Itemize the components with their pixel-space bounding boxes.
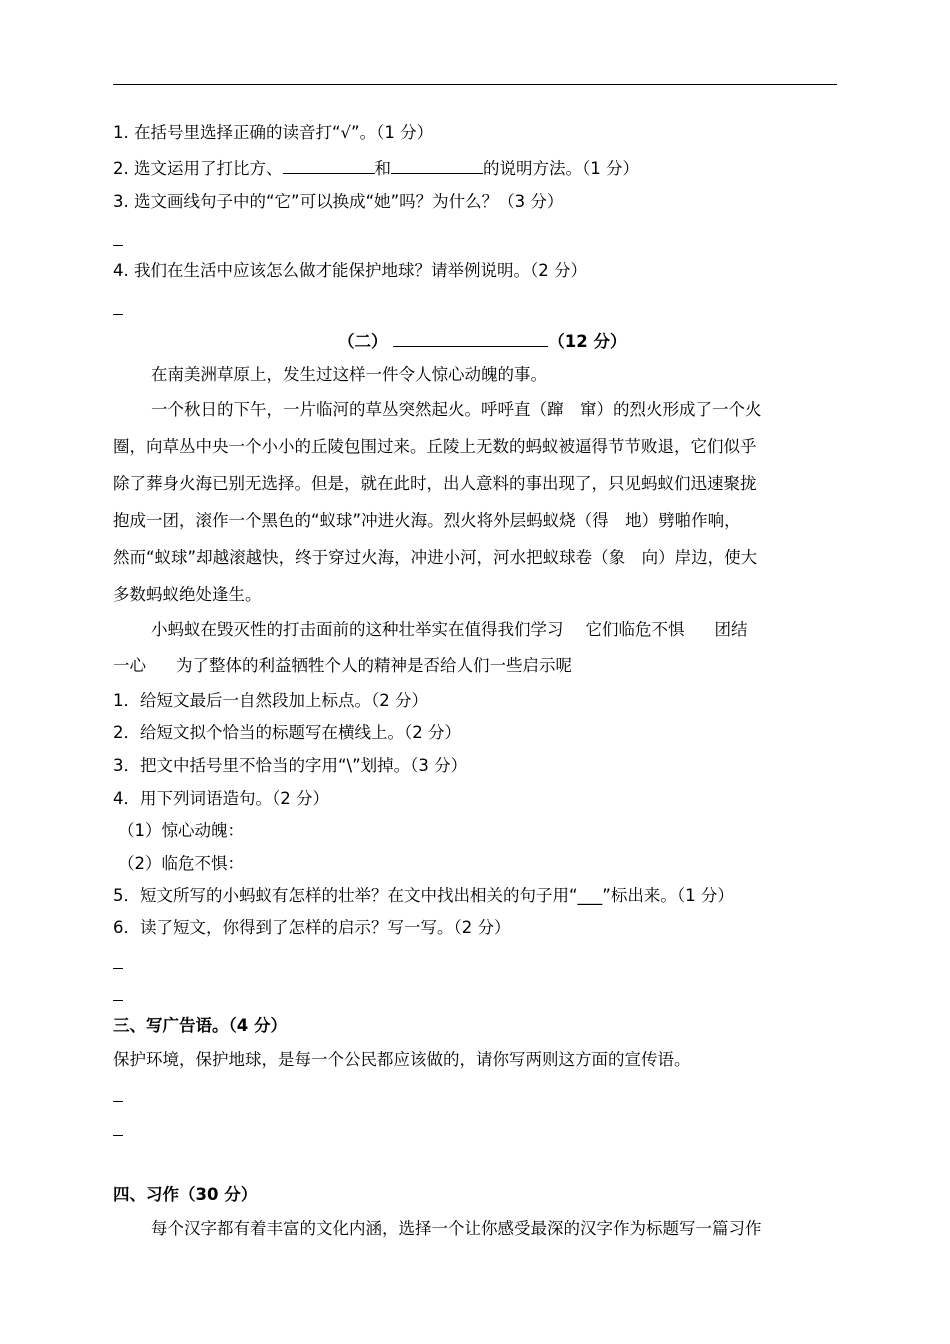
answer-line[interactable] [113, 1135, 123, 1136]
question-1-2: 2. 选文运用了打比方、 和 的说明方法。（1 分） [113, 159, 639, 178]
section-3-text: 保护环境，保护地球，是每一个公民都应该做的，请你写两则这方面的宣传语。 [113, 1050, 691, 1069]
passage-line: 圈，向草丛中央一个小小的丘陵包围过来。丘陵上无数的蚂蚁被逼得节节败退，它们似乎 [113, 437, 757, 456]
section-3-title: 三、写广告语。（4 分） [113, 1016, 287, 1035]
passage-line: 抱成一团，滚作一个黑色的“蚁球”冲进火海。烈火将外层蚂蚁烧（得 地）劈啪作响， [113, 511, 741, 530]
answer-line[interactable] [113, 968, 123, 969]
passage-paragraph-3: 小蚂蚁在毁灭性的打击面前的这种壮举实在值得我们学习 它们临危不惧 团结 [151, 620, 748, 639]
question-2-4-2: （2）临危不惧： [118, 854, 244, 873]
answer-line[interactable] [113, 1101, 123, 1102]
question-2-4: 4．用下列词语造句。（2 分） [113, 789, 329, 808]
question-1-3: 3. 选文画线句子中的“它”可以换成“她”吗？为什么？（3 分） [113, 192, 564, 211]
passage-line: 多数蚂蚁绝处逢生。 [113, 585, 262, 604]
answer-line[interactable] [113, 1000, 123, 1001]
question-2-4-1: （1）惊心动魄： [118, 821, 244, 840]
title-blank[interactable] [393, 330, 548, 347]
header-rule [113, 84, 837, 85]
question-1-1: 1. 在括号里选择正确的读音打“√”。（1 分） [113, 123, 434, 142]
question-2-6: 6．读了短文，你得到了怎样的启示？写一写。（2 分） [113, 918, 511, 937]
question-1-4: 4. 我们在生活中应该怎么做才能保护地球？请举例说明。（2 分） [113, 261, 587, 280]
answer-blank[interactable] [391, 157, 483, 174]
passage-line: 一个秋日的下午，一片临河的草丛突然起火。呼呼直（蹿 窜）的烈火形成了一个火 [151, 400, 762, 419]
section-4-title: 四、习作（30 分） [113, 1185, 258, 1204]
answer-line[interactable] [113, 245, 123, 246]
question-2-1: 1．给短文最后一自然段加上标点。（2 分） [113, 691, 428, 710]
passage-line: 然而“蚁球”却越滚越快，终于穿过火海，冲进小河，河水把蚁球卷（象 向）岸边，使大 [113, 548, 758, 567]
section-4-text: 每个汉字都有着丰富的文化内涵，选择一个让你感受最深的汉字作为标题写一篇习作 [151, 1219, 762, 1238]
answer-line[interactable] [113, 314, 123, 315]
question-2-5: 5．短文所写的小蚂蚁有怎样的壮举？在文中找出相关的句子用“___”标出来。（1 分） [113, 886, 734, 905]
passage-paragraph-3-cont: 一心 为了整体的利益牺牲个人的精神是否给人们一些启示呢 [113, 656, 572, 675]
answer-blank[interactable] [283, 157, 375, 174]
question-2-2: 2．给短文拟个恰当的标题写在横线上。（2 分） [113, 723, 461, 742]
question-2-3: 3．把文中括号里不恰当的字用“\”划掉。（3 分） [113, 756, 468, 775]
passage-paragraph-1: 在南美洲草原上，发生过这样一件令人惊心动魄的事。 [151, 365, 547, 384]
passage-line: 除了葬身火海已别无选择。但是，就在此时，出人意料的事出现了，只见蚂蚁们迅速聚拢 [113, 474, 757, 493]
section-2-title: （二） （12 分） [338, 332, 627, 351]
